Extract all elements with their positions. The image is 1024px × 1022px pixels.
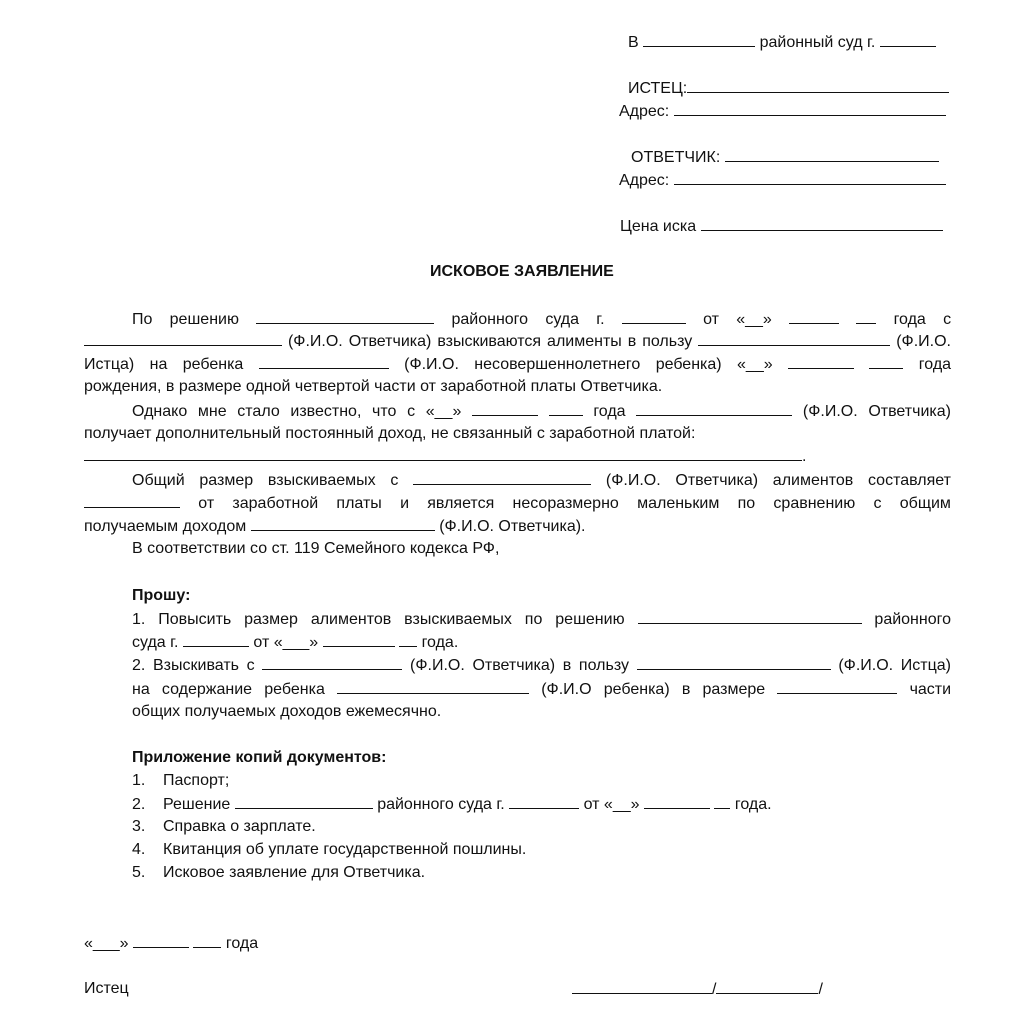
word: с [390,472,399,489]
p3-line3 [84,516,586,537]
p2-month-blank[interactable] [472,401,538,416]
attachment-item-3 [132,817,316,837]
word: алиментов [772,472,854,489]
plaintiff-address-line [619,101,946,122]
court-name-blank[interactable] [643,32,755,47]
court-city-blank[interactable] [880,32,936,47]
word: решению [169,311,239,328]
list-text: Решение [163,796,231,813]
p3-income-defendant-blank[interactable] [251,516,435,531]
word: и [400,495,409,512]
attachment-year-blank[interactable] [714,794,730,809]
claim-price-label: Цена иска [620,218,697,235]
sign-month-blank[interactable] [133,933,189,948]
p3-defendant-blank[interactable] [413,470,591,485]
claim-price-line [620,216,943,237]
word: (Ф.И.О. [605,472,661,489]
word: от [703,311,719,328]
list-number: 3. [132,818,146,835]
request-amount-blank[interactable] [777,679,897,694]
court-line [628,32,936,53]
list-number: 5. [132,864,146,881]
plaintiff-address-label: Адрес: [619,103,670,120]
word: с [943,311,952,328]
plaintiff-label: ИСТЕЦ: [628,80,688,97]
request-heading: Прошу: [132,587,191,604]
text: (Ф.И.О. [896,333,951,350]
request-item1-line1 [132,609,951,630]
text: (Ф.И.О. Ответчика) в пользу [410,657,629,674]
attachment-month-blank[interactable] [644,794,710,809]
word: части [909,681,952,698]
word: несовершеннолетнего [474,356,641,373]
word: Общий [132,472,185,489]
p1-line4: рождения, в размере одной четвертой части от заработной платы Ответчика. [84,378,663,395]
plaintiff-address-blank[interactable] [674,101,946,116]
p1-line3 [84,354,951,375]
text: (Ф.И.О. Ответчика) взыскиваются алименты в пользу [287,333,693,350]
text: 2. Взыскивать с [132,657,255,674]
plaintiff-sign-label: Истец [84,980,129,997]
list-number: 2. [132,796,146,813]
word: от [198,495,215,512]
additional-income-blank[interactable] [84,446,802,461]
court-prefix: В [628,34,639,51]
word: в [681,681,691,698]
attachment-item-4 [132,840,526,860]
signature-line [572,979,823,1000]
word: По [132,311,153,328]
signature-blank[interactable] [572,979,712,994]
word: на [149,356,168,373]
text: года. [421,634,459,651]
attachment-decision-court-blank[interactable] [235,794,373,809]
birth-year-blank[interactable] [869,354,903,369]
sign-day-field[interactable]: «___» [84,935,129,952]
word: года [593,403,626,420]
word: содержание [161,681,253,698]
claim-price-blank[interactable] [701,216,943,231]
attachment-city-blank[interactable] [509,794,579,809]
list-text: Исковое заявление для Ответчика. [163,864,426,881]
birth-month-blank[interactable] [788,354,854,369]
word: размере [702,681,766,698]
list-text: года. [734,796,772,813]
word: ребенка) [655,356,722,373]
plaintiff-line [628,78,949,99]
word: ребенка [264,681,325,698]
defendant-address-line [619,170,946,191]
word: ребенка) [603,681,670,698]
word: года [918,356,952,373]
sign-year-blank[interactable] [193,933,221,948]
plaintiff-name-blank[interactable] [698,331,890,346]
decision-city-blank[interactable] [622,309,686,324]
text: (Ф.И.О. Истца) [838,657,951,674]
word: (Ф.И.О [541,681,592,698]
list-text: Паспорт; [163,772,230,789]
slash: / [712,981,717,998]
list-text: Справка о зарплате. [163,818,316,835]
word: года [225,935,259,952]
text: 1. Повысить размер алиментов взыскиваемых по решению [132,611,625,628]
defendant-blank[interactable] [725,147,939,162]
request-item1-line2 [132,632,458,653]
defendant-address-blank[interactable] [674,170,946,185]
defendant-line [631,147,939,168]
text: (Ф.И.О. Ответчика) [802,403,951,420]
request-month-blank[interactable] [323,632,395,647]
word: г. [596,311,605,328]
word: районного [451,311,529,328]
word: размер [199,472,254,489]
word: с [873,495,882,512]
signature-name-blank[interactable] [716,979,818,994]
p4-line: В соответствии со ст. 119 Семейного кодекса РФ, [132,540,500,557]
word: на [132,681,150,698]
word: является [427,495,495,512]
word: ребенка [182,356,244,373]
word: года [893,311,926,328]
decision-court-blank[interactable] [256,309,434,324]
request-item2-line2 [132,679,951,700]
alimony-amount-blank[interactable] [84,493,180,508]
word: Истца) [84,356,135,373]
request-item2-line3: общих получаемых доходов ежемесячно. [132,703,442,720]
slash: / [818,981,823,998]
text: Однако мне стало известно, что с «__» [132,403,462,420]
list-text: от «__» [583,796,640,813]
attachment-item-1 [132,771,229,791]
birth-day-field[interactable]: «__» [737,356,773,373]
word: Ответчика) [675,472,759,489]
attachment-item-5 [132,863,425,883]
court-suffix: районный суд г. [759,34,876,51]
word: заработной [232,495,319,512]
request-plaintiff-blank[interactable] [637,655,831,670]
word: по [737,495,756,512]
attachment-item-2 [132,794,772,815]
list-text: Квитанция об уплате государственной пошлины. [163,841,527,858]
request-year-blank[interactable] [399,632,417,647]
word: несоразмерно [512,495,619,512]
child-name-blank[interactable] [259,354,389,369]
p2-line2: получает дополнительный постоянный доход, не связанный с заработной платой: [84,425,696,442]
defendant-label: ОТВЕТЧИК: [631,149,721,166]
text: (Ф.И.О. Ответчика). [439,518,586,535]
p1-line1 [132,309,951,330]
list-number: 1. [132,772,146,789]
plaintiff-blank[interactable] [687,78,949,93]
p2-year-blank[interactable] [549,401,583,416]
month-blank[interactable] [789,309,839,324]
word: общим [899,495,951,512]
document-title: ИСКОВОЕ ЗАЯВЛЕНИЕ [430,263,614,280]
text: суда г. [132,634,179,651]
request-child-blank[interactable] [337,679,529,694]
day-field[interactable]: «__» [736,311,772,328]
word: сравнению [773,495,856,512]
p2-defendant-blank[interactable] [636,401,792,416]
word: взыскиваемых [267,472,376,489]
word: маленьким [637,495,720,512]
defendant-name-blank[interactable] [84,331,282,346]
signature-date-line [84,933,258,954]
word: (Ф.И.О. [404,356,459,373]
request-item2-line1 [132,655,951,676]
word: суда [545,311,580,328]
attachments-heading: Приложение копий документов: [132,749,387,766]
text: получаемым доходом [84,518,247,535]
word: районного [874,611,952,628]
p3-line2 [84,493,951,514]
request-court-blank[interactable] [638,609,862,624]
p2-line3 [84,446,806,467]
text: от «___» [253,634,319,651]
p3-line1 [132,470,951,491]
dot: . [802,448,807,465]
list-number: 4. [132,841,146,858]
request-defendant-blank[interactable] [262,655,402,670]
p1-line2 [84,331,951,352]
year-blank[interactable] [856,309,876,324]
word: платы [336,495,382,512]
p2-line1 [132,401,951,422]
request-city-blank[interactable] [183,632,249,647]
defendant-address-label: Адрес: [619,172,670,189]
word: составляет [868,472,951,489]
list-text: районного суда г. [377,796,505,813]
